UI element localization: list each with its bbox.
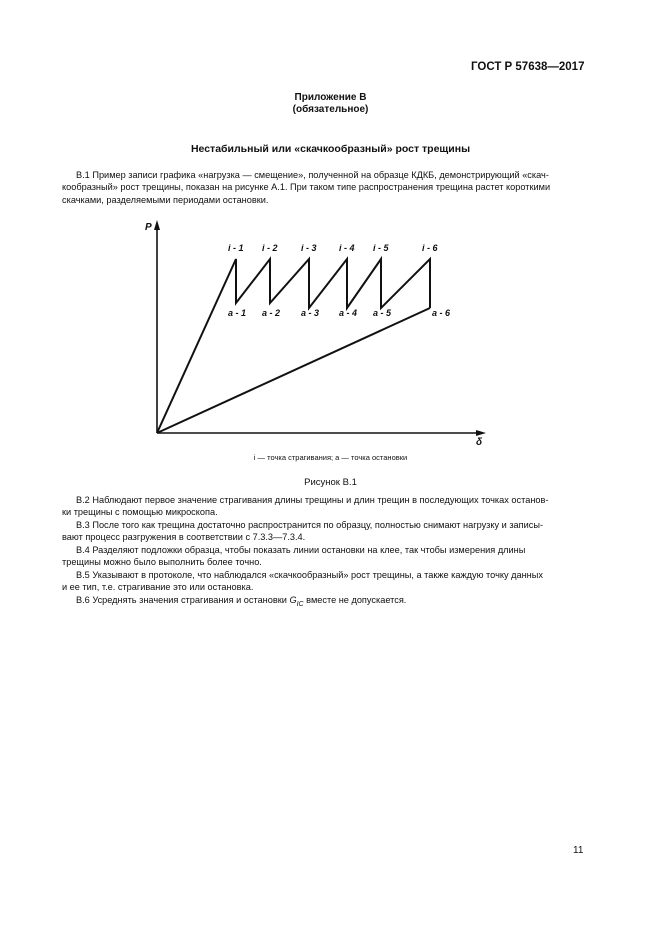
initiation-label: i - 6: [422, 243, 438, 253]
paragraph-b6-text-before: В.6 Усреднять значения страгивания и остановки: [76, 595, 290, 605]
paragraph-line: кообразный» рост трещины, показан на рисунке А.1. При таком типе распространения трещина растет короткими: [62, 182, 551, 193]
arrest-label: a - 6: [432, 308, 451, 318]
arrest-label: a - 2: [262, 308, 281, 318]
paragraph-line: В.1 Пример записи графика «нагрузка — смещение», полученной на образце КДКБ, демонстрирующий «скач-: [76, 170, 549, 180]
standard-number: ГОСТ Р 57638—2017: [471, 61, 585, 73]
x-axis-label: δ: [476, 437, 483, 448]
paragraph-b3: [62, 519, 584, 544]
y-axis-label: P: [145, 222, 152, 233]
paragraph-line: трещины можно было выполнить более точно.: [62, 557, 262, 568]
paragraph-line: вают процесс разгружения в соответствии с 7.3.3—7.3.4.: [62, 532, 306, 543]
paragraph-b5: [62, 569, 584, 594]
paragraph-b6-text-after: вместе не допускается.: [303, 595, 407, 605]
load-curve: [157, 259, 430, 433]
x-axis-arrow: [476, 430, 486, 436]
arrest-label: a - 3: [301, 308, 320, 318]
initiation-label: i - 5: [373, 243, 389, 253]
figure-caption: Рисунок В.1: [304, 477, 357, 488]
paragraph-line: скачками, разделяемыми периодами остановки.: [62, 194, 269, 205]
annex-status: (обязательное): [292, 104, 369, 115]
paragraph-line: ки трещины с помощью микроскопа.: [62, 507, 218, 518]
page-number: 11: [573, 845, 584, 856]
symbol-subscript: IC: [296, 600, 304, 608]
initiation-label: i - 3: [301, 243, 317, 253]
paragraph-line: В.5 Указывают в протоколе, что наблюдался «скачкообразный» рост трещины, а также каждую точку данных: [76, 570, 543, 580]
initiation-label: i - 4: [339, 243, 355, 253]
paragraph-b4: [62, 544, 584, 569]
paragraph-b2: [62, 494, 584, 519]
paragraph-line: [62, 594, 584, 611]
paragraph-line: В.2 Наблюдают первое значение страгивания длины трещины и длин трещин в последующих точках останов-: [76, 495, 549, 505]
arrest-label: a - 4: [339, 308, 358, 318]
arrest-label: a - 1: [228, 308, 247, 318]
annex-title: Приложение В: [294, 92, 367, 103]
paragraph-line: В.4 Разделяют подложки образца, чтобы показать линии остановки на клее, так чтобы измерения длины: [76, 545, 526, 555]
initiation-label: i - 2: [262, 243, 278, 253]
paragraph-line: и ее тип, т.е. страгивание это или остановка.: [62, 582, 254, 593]
symbol-g: G: [289, 595, 297, 605]
arrest-label: a - 5: [373, 308, 392, 318]
unload-line: [157, 308, 430, 433]
paragraph-line: В.3 После того как трещина достаточно распространится по образцу, полностью снимают нагрузку и записы-: [76, 520, 544, 530]
initiation-label: i - 1: [228, 243, 244, 253]
y-axis-arrow: [154, 220, 160, 230]
figure-legend: i — точка страгивания; a — точка остановки: [253, 453, 408, 462]
section-title: Нестабильный или «скачкообразный» рост трещины: [190, 143, 471, 155]
paragraph-b6: [62, 594, 584, 611]
